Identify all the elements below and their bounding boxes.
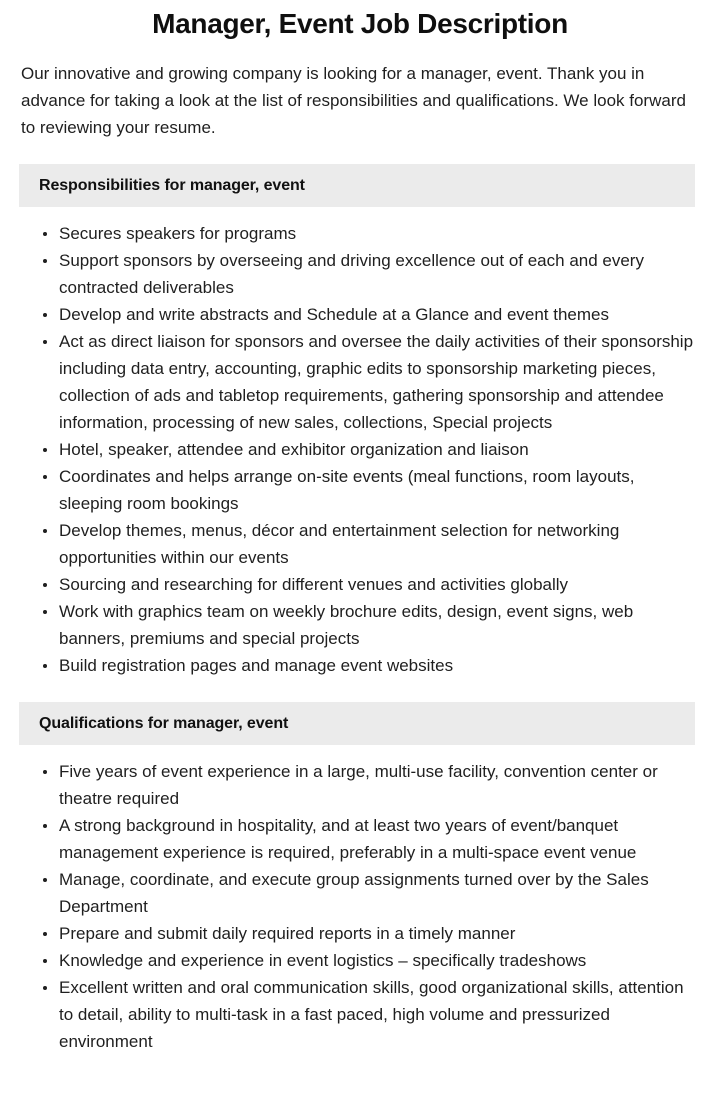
qualifications-section-heading: Qualifications for manager, event (19, 702, 695, 745)
list-item: Develop and write abstracts and Schedule at a Glance and event themes (43, 301, 695, 328)
job-description-page (0, 4, 720, 1055)
responsibilities-section-heading: Responsibilities for manager, event (19, 164, 695, 207)
page-title: Manager, Event Job Description (152, 8, 568, 39)
qualifications-list (0, 758, 720, 1055)
list-item: Build registration pages and manage event websites (43, 652, 695, 679)
list-item: Act as direct liaison for sponsors and oversee the daily activities of their sponsorship including data entry, accounting, graphic edits to sponsorship marketing pieces, collection of ads and tabletop requirements, gathering sponsorship and attendee information, processing of new sales, collections, Special projects (43, 328, 695, 436)
list-item: Five years of event experience in a large, multi-use facility, convention center or theatre required (43, 758, 695, 812)
list-item: Develop themes, menus, décor and entertainment selection for networking opportunities within our events (43, 517, 695, 571)
list-item: Support sponsors by overseeing and driving excellence out of each and every contracted deliverables (43, 247, 695, 301)
responsibilities-list (0, 220, 720, 679)
list-item: Hotel, speaker, attendee and exhibitor organization and liaison (43, 436, 695, 463)
list-item: Manage, coordinate, and execute group assignments turned over by the Sales Department (43, 866, 695, 920)
intro-paragraph: Our innovative and growing company is looking for a manager, event. Thank you in advance for taking a look at the list of responsibilities and qualifications. We look forward to reviewing your resume. (21, 64, 686, 137)
list-item: Sourcing and researching for different venues and activities globally (43, 571, 695, 598)
list-item: Excellent written and oral communication skills, good organizational skills, attention to detail, ability to multi-task in a fast paced, high volume and pressurized environment (43, 974, 695, 1055)
list-item: Work with graphics team on weekly brochure edits, design, event signs, web banners, premiums and special projects (43, 598, 695, 652)
list-item: A strong background in hospitality, and at least two years of event/banquet management experience is required, preferably in a multi-space event venue (43, 812, 695, 866)
list-item: Knowledge and experience in event logistics – specifically tradeshows (43, 947, 695, 974)
list-item: Secures speakers for programs (43, 220, 695, 247)
list-item: Coordinates and helps arrange on-site events (meal functions, room layouts, sleeping room bookings (43, 463, 695, 517)
list-item: Prepare and submit daily required reports in a timely manner (43, 920, 695, 947)
